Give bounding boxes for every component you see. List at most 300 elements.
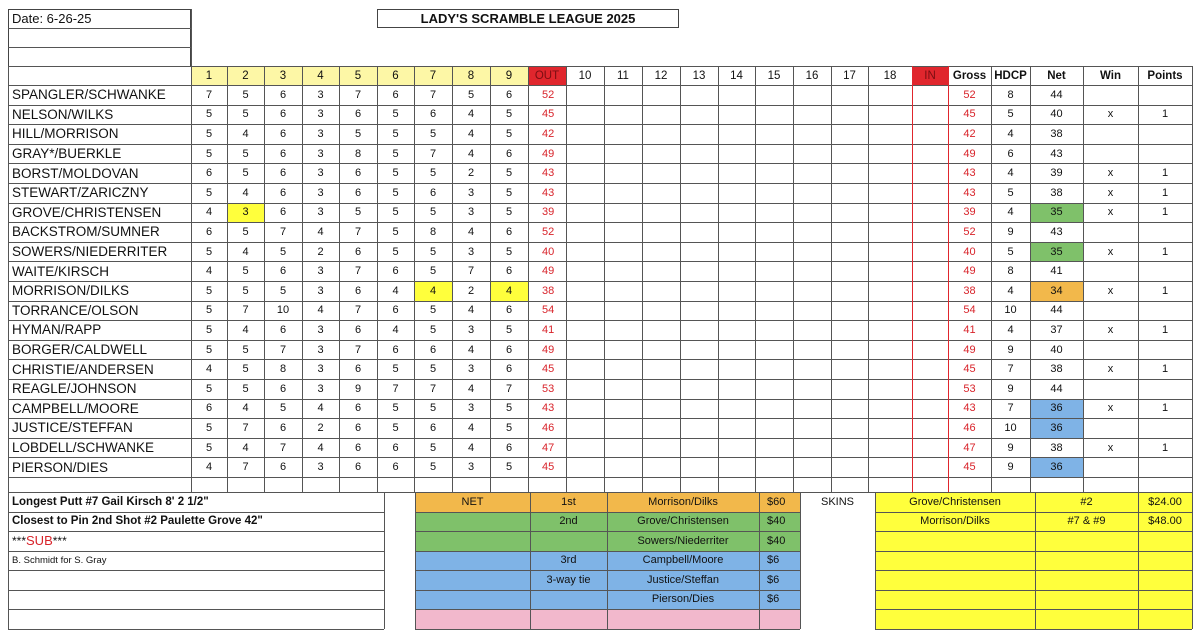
payout-team: Campbell/Moore — [642, 554, 724, 567]
hdcp-value: 4 — [1007, 127, 1014, 140]
hole-score: 5 — [392, 147, 399, 160]
hole-score: 5 — [205, 382, 213, 395]
grid-hline — [8, 301, 1192, 302]
points-value: 1 — [1161, 284, 1169, 297]
hole-score: 5 — [279, 245, 287, 258]
grid-vline — [800, 492, 801, 629]
hole-score: 5 — [242, 382, 249, 395]
hole-score: 5 — [392, 402, 399, 415]
points-value — [1138, 144, 1192, 164]
sub-stars: *** — [12, 533, 27, 548]
payout-team: Morrison/Dilks — [648, 495, 718, 508]
hole-score: 5 — [392, 421, 399, 434]
hole-score: 5 — [392, 186, 399, 199]
hdcp-value: 4 — [1007, 206, 1014, 219]
payout-team: Justice/Steffan — [647, 573, 719, 586]
gross-total: 54 — [963, 304, 976, 317]
grid-hline — [875, 492, 1192, 493]
hole-score: 5 — [429, 402, 437, 415]
win-mark — [1083, 85, 1138, 105]
hole-score: 6 — [354, 245, 362, 258]
grid-hline — [415, 629, 800, 630]
hole-score: 6 — [392, 461, 399, 474]
grid-hline — [8, 359, 1192, 360]
out-total: 46 — [542, 421, 555, 434]
hole-score: 3 — [317, 108, 324, 121]
skins-amount — [1138, 570, 1192, 590]
gross-header: Gross — [952, 69, 987, 82]
grid-vline — [755, 66, 756, 492]
points-value — [1138, 418, 1192, 438]
payout-place: 2nd — [559, 515, 578, 528]
gross-total: 45 — [963, 461, 976, 474]
grid-hline — [8, 222, 1192, 223]
gross-total: 49 — [963, 343, 976, 356]
net-header: Net — [1047, 69, 1066, 82]
grid-vline — [1192, 492, 1193, 629]
hole-score: 9 — [354, 382, 362, 395]
hole-score: 6 — [354, 402, 362, 415]
net-value: 39 — [1050, 167, 1063, 180]
out-total: 52 — [542, 225, 555, 238]
gross-total: 43 — [963, 402, 976, 415]
grid-hline — [8, 66, 1192, 67]
hole-score: 6 — [279, 186, 287, 199]
skins-hole: #2 — [1080, 495, 1093, 508]
longest-putt-note: Longest Putt #7 Gail Kirsch 8' 2 1/2" — [12, 495, 209, 508]
points-value — [1138, 340, 1192, 360]
hole-score: 5 — [392, 108, 399, 121]
grid-vline — [831, 66, 832, 492]
hole-score: 6 — [505, 441, 513, 454]
win-mark — [1083, 144, 1138, 164]
hole-score: 5 — [242, 284, 249, 297]
hole-score: 6 — [205, 402, 213, 415]
hdcp-value: 5 — [1007, 245, 1014, 258]
hole-score: 5 — [242, 147, 249, 160]
hole-score: 5 — [429, 363, 437, 376]
net-value: 36 — [1030, 457, 1083, 477]
grid-hline — [8, 438, 1192, 439]
hole-score: 7 — [279, 343, 287, 356]
points-value: 1 — [1161, 363, 1169, 376]
grid-hline — [8, 570, 384, 571]
hole-score: 6 — [279, 461, 287, 474]
hole-header-18: 18 — [883, 69, 897, 82]
team-name: LOBDELL/SCHWANKE — [12, 440, 155, 456]
out-total: 52 — [542, 88, 555, 101]
hole-score: 5 — [279, 284, 287, 297]
hole-score: 10 — [276, 304, 290, 317]
hole-score: 4 — [205, 265, 213, 278]
grid-vline — [991, 66, 992, 492]
grid-vline — [377, 66, 378, 492]
grid-vline — [642, 66, 643, 492]
hole-score: 8 — [429, 225, 437, 238]
out-total: 49 — [542, 343, 555, 356]
team-name: JUSTICE/STEFFAN — [12, 420, 133, 436]
hole-score: 4 — [242, 127, 249, 140]
skins-team — [875, 531, 1035, 551]
hole-score: 7 — [429, 382, 437, 395]
hole-score: 4 — [317, 441, 324, 454]
out-total: 54 — [542, 304, 555, 317]
hole-score: 6 — [279, 421, 287, 434]
hole-header-10: 10 — [578, 69, 592, 82]
hole-score: 6 — [505, 304, 513, 317]
grid-vline — [1035, 492, 1036, 629]
grid-hline — [875, 531, 1192, 532]
hole-score: 5 — [429, 323, 437, 336]
hole-score: 7 — [354, 304, 362, 317]
out-total: 49 — [542, 265, 555, 278]
hole-score: 7 — [205, 88, 213, 101]
hole-score: 5 — [392, 206, 399, 219]
payout-place: 3rd — [560, 554, 577, 567]
out-total: 45 — [542, 108, 555, 121]
win-mark: x — [1107, 441, 1114, 454]
hole-score: 5 — [205, 441, 213, 454]
hole-score: 7 — [354, 265, 362, 278]
win-mark — [1083, 301, 1138, 321]
grid-hline — [875, 609, 1192, 610]
hole-score: 5 — [242, 167, 249, 180]
hole-score: 5 — [429, 127, 437, 140]
closest-pin-note: Closest to Pin 2nd Shot #2 Paulette Grove 42" — [12, 515, 263, 528]
hole-score: 6 — [354, 363, 362, 376]
hdcp-value: 7 — [1007, 402, 1014, 415]
grid-hline — [8, 203, 1192, 204]
points-value: 1 — [1161, 186, 1169, 199]
hole-header-14: 14 — [730, 69, 743, 82]
hole-score: 5 — [242, 225, 249, 238]
hole-score: 7 — [242, 421, 249, 434]
out-total: 47 — [542, 441, 555, 454]
hole-score: 4 — [205, 461, 213, 474]
grid-vline — [191, 9, 192, 66]
grid-vline — [191, 66, 192, 492]
hole-header-9: 9 — [490, 66, 528, 85]
hole-score: 5 — [242, 108, 249, 121]
hole-score: 6 — [354, 186, 362, 199]
team-name: GRAY*/BUERKLE — [12, 146, 122, 162]
hole-score: 4 — [467, 147, 475, 160]
grid-hline — [875, 590, 1192, 591]
hole-score: 6 — [429, 421, 437, 434]
hole-score: 3 — [317, 167, 324, 180]
hole-score: 6 — [505, 343, 513, 356]
team-name: GROVE/CHRISTENSEN — [12, 204, 162, 220]
hole-score: 6 — [279, 167, 287, 180]
hole-score: 5 — [429, 245, 437, 258]
hole-score: 3 — [317, 147, 324, 160]
hole-score: 7 — [429, 88, 437, 101]
hdcp-value: 6 — [1007, 147, 1014, 160]
hole-score: 6 — [354, 323, 362, 336]
net-value: 38 — [1050, 186, 1063, 199]
out-total: 43 — [542, 186, 555, 199]
hole-score: 6 — [279, 108, 287, 121]
hole-score: 4 — [242, 323, 249, 336]
grid-hline — [8, 457, 1192, 458]
hole-score: 5 — [429, 304, 437, 317]
grid-vline — [414, 66, 415, 492]
hole-score: 5 — [429, 441, 437, 454]
in-header: IN — [912, 66, 948, 85]
gross-total: 39 — [963, 206, 976, 219]
win-mark — [1083, 457, 1138, 477]
hole-score: 2 — [467, 284, 475, 297]
grid-vline — [868, 66, 869, 492]
grid-hline — [875, 551, 1192, 552]
hole-score: 6 — [505, 363, 513, 376]
hole-score: 5 — [392, 245, 399, 258]
points-value: 1 — [1161, 245, 1169, 258]
grid-vline — [264, 66, 265, 492]
points-value: 1 — [1161, 323, 1169, 336]
hole-score: 8 — [279, 363, 287, 376]
grid-vline — [680, 66, 681, 492]
date-label: Date: 6-26-25 — [12, 11, 92, 26]
hole-score: 5 — [242, 88, 249, 101]
sub-detail: B. Schmidt for S. Gray — [12, 554, 107, 566]
team-name: BORST/MOLDOVAN — [12, 165, 139, 181]
team-name: CHRISTIE/ANDERSEN — [12, 361, 154, 377]
hdcp-value: 9 — [1007, 382, 1014, 395]
hole-score: 5 — [505, 127, 513, 140]
hole-score: 5 — [505, 206, 513, 219]
net-value: 41 — [1050, 265, 1063, 278]
hole-score: 5 — [505, 323, 513, 336]
hole-score: 3 — [317, 88, 324, 101]
out-total: 43 — [542, 402, 555, 415]
skins-label: SKINS — [820, 495, 854, 508]
net-value: 35 — [1030, 203, 1083, 223]
team-name: PIERSON/DIES — [12, 459, 109, 475]
net-value: 37 — [1050, 323, 1063, 336]
hole-score: 5 — [205, 343, 213, 356]
grid-vline — [566, 66, 567, 492]
team-name: NELSON/WILKS — [12, 106, 114, 122]
points-value — [1138, 301, 1192, 321]
team-name: HYMAN/RAPP — [12, 322, 102, 338]
hole-score: 5 — [505, 421, 513, 434]
payout-amount: $40 — [767, 534, 786, 547]
points-value: 1 — [1161, 402, 1169, 415]
hole-score: 5 — [392, 167, 399, 180]
hole-score: 6 — [279, 147, 287, 160]
hole-score: 6 — [205, 167, 213, 180]
out-header: OUT — [528, 66, 566, 85]
hole-score: 5 — [205, 147, 213, 160]
win-mark: x — [1107, 284, 1114, 297]
win-mark: x — [1107, 206, 1114, 219]
net-value: 40 — [1050, 343, 1063, 356]
skins-hole — [1035, 551, 1138, 571]
out-total: 53 — [542, 382, 555, 395]
hole-score: 4 — [490, 281, 528, 301]
gross-total: 38 — [963, 284, 976, 297]
hole-score: 7 — [505, 382, 513, 395]
skins-amount: $24.00 — [1148, 495, 1182, 508]
net-value: 34 — [1030, 281, 1083, 301]
hole-score: 3 — [467, 323, 475, 336]
net-value: 36 — [1030, 418, 1083, 438]
payout-place: 1st — [561, 495, 576, 508]
team-name: SOWERS/NIEDERRITER — [12, 244, 168, 260]
hole-score: 5 — [205, 421, 213, 434]
hole-score: 3 — [467, 206, 475, 219]
hole-score: 6 — [392, 304, 399, 317]
hdcp-value: 9 — [1007, 461, 1014, 474]
win-mark: x — [1107, 108, 1114, 121]
grid-hline — [8, 163, 1192, 164]
net-value: 43 — [1050, 225, 1063, 238]
win-mark: x — [1107, 363, 1114, 376]
hole-score: 7 — [354, 343, 362, 356]
team-name: WAITE/KIRSCH — [12, 263, 110, 279]
hole-score: 6 — [354, 441, 362, 454]
hole-score: 3 — [317, 323, 324, 336]
payout-amount: $6 — [767, 593, 780, 606]
hole-score: 5 — [429, 461, 437, 474]
grid-vline — [948, 66, 949, 492]
payout-team: Grove/Christensen — [637, 515, 729, 528]
hole-score: 5 — [505, 402, 513, 415]
net-value: 38 — [1050, 441, 1063, 454]
grid-hline — [8, 183, 1192, 184]
hole-score: 5 — [505, 167, 513, 180]
hole-score: 5 — [205, 323, 213, 336]
points-value: 1 — [1161, 167, 1169, 180]
win-mark — [1083, 124, 1138, 144]
team-name: REAGLE/JOHNSON — [12, 381, 137, 397]
hole-score: 5 — [354, 206, 362, 219]
grid-hline — [8, 85, 1192, 86]
hole-score: 6 — [505, 147, 513, 160]
hole-score: 5 — [279, 402, 287, 415]
hole-score: 5 — [392, 225, 399, 238]
grid-hline — [8, 105, 1192, 106]
payout-team: Sowers/Niederriter — [637, 534, 729, 547]
hole-score: 6 — [279, 127, 287, 140]
hole-score: 5 — [505, 461, 513, 474]
skins-team — [875, 570, 1035, 590]
hdcp-value: 10 — [1004, 421, 1017, 434]
skins-amount — [1138, 531, 1192, 551]
hole-score: 6 — [392, 441, 399, 454]
hdcp-value: 9 — [1007, 441, 1014, 454]
grid-hline — [8, 399, 1192, 400]
hole-score: 7 — [467, 265, 475, 278]
skins-amount: $48.00 — [1148, 515, 1182, 528]
hole-score: 3 — [317, 363, 324, 376]
hole-score: 6 — [392, 265, 399, 278]
hole-score: 7 — [354, 88, 362, 101]
hole-score: 4 — [467, 343, 475, 356]
sub-stars: *** — [52, 533, 67, 548]
grid-vline — [604, 66, 605, 492]
grid-vline — [339, 66, 340, 492]
hole-score: 5 — [205, 108, 213, 121]
hole-header-7: 7 — [414, 66, 452, 85]
hole-score: 3 — [317, 461, 324, 474]
hole-score: 8 — [354, 147, 362, 160]
grid-vline — [302, 66, 303, 492]
hole-score: 5 — [205, 245, 213, 258]
net-value: 36 — [1030, 399, 1083, 419]
gross-total: 46 — [963, 421, 976, 434]
skins-hole — [1035, 590, 1138, 610]
grid-vline — [227, 66, 228, 492]
hole-score: 7 — [242, 304, 249, 317]
grid-hline — [8, 629, 384, 630]
gross-total: 47 — [963, 441, 976, 454]
skins-hole: #7 & #9 — [1067, 515, 1106, 528]
skins-team — [875, 551, 1035, 571]
sub-note — [12, 531, 67, 551]
hdcp-value: 4 — [1007, 284, 1014, 297]
payout-team — [607, 609, 759, 629]
hole-score: 4 — [205, 206, 213, 219]
hdcp-value: 7 — [1007, 363, 1014, 376]
hole-score: 4 — [467, 441, 475, 454]
hdcp-value: 8 — [1007, 88, 1014, 101]
hole-header-2: 2 — [227, 66, 264, 85]
win-mark: x — [1107, 323, 1114, 336]
net-value: 38 — [1050, 127, 1063, 140]
hole-score: 4 — [242, 245, 249, 258]
grid-hline — [875, 570, 1192, 571]
hdcp-value: 8 — [1007, 265, 1014, 278]
hdcp-value: 10 — [1004, 304, 1017, 317]
skins-team — [875, 609, 1035, 629]
hole-score: 5 — [354, 127, 362, 140]
grid-hline — [8, 609, 384, 610]
hole-score: 4 — [392, 284, 399, 297]
hole-score: 3 — [467, 245, 475, 258]
hole-score: 4 — [467, 421, 475, 434]
hole-score: 4 — [242, 402, 249, 415]
out-total: 41 — [542, 323, 555, 336]
grid-vline — [530, 492, 531, 629]
grid-vline — [759, 492, 760, 629]
out-total: 39 — [542, 206, 555, 219]
points-value: 1 — [1161, 441, 1169, 454]
payout-amount: $40 — [767, 515, 786, 528]
gross-total: 43 — [963, 167, 976, 180]
points-value — [1138, 85, 1192, 105]
gross-total: 42 — [963, 127, 976, 140]
hole-score: 5 — [467, 88, 475, 101]
win-mark: x — [1107, 186, 1114, 199]
hole-score: 3 — [317, 343, 324, 356]
grid-hline — [8, 340, 1192, 341]
hole-score: 4 — [205, 363, 213, 376]
hole-score: 6 — [392, 343, 399, 356]
points-value — [1138, 379, 1192, 399]
grid-vline — [1138, 66, 1139, 492]
gross-total: 45 — [963, 363, 976, 376]
grid-hline — [8, 477, 1192, 478]
hole-header-4: 4 — [302, 66, 339, 85]
skins-team — [875, 590, 1035, 610]
grid-hline — [8, 261, 1192, 262]
grid-vline — [793, 66, 794, 492]
hole-score: 2 — [317, 421, 324, 434]
grid-hline — [8, 281, 1192, 282]
hole-score: 6 — [505, 88, 513, 101]
